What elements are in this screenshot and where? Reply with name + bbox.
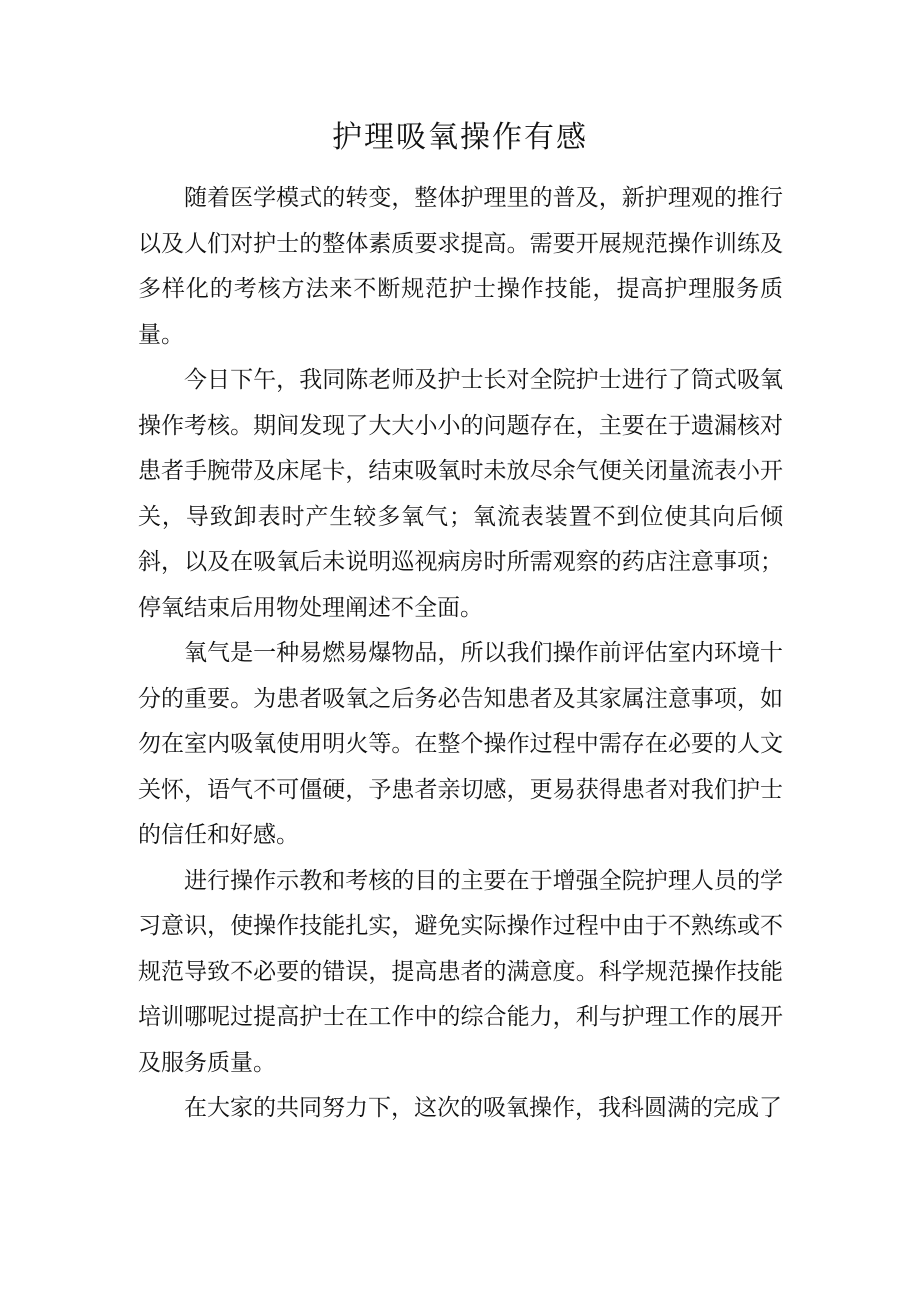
paragraph-1: 随着医学模式的转变，整体护理里的普及，新护理观的推行以及人们对护士的整体素质要求提高。需要开展规范操作训练及多样化的考核方法来不断规范护士操作技能，提高护理服务质量。 bbox=[138, 185, 783, 348]
paragraph-2: 今日下午，我同陈老师及护士长对全院护士进行了筒式吸氧操作考核。期间发现了大大小小的问题存在，主要在于遗漏核对患者手腕带及床尾卡，结束吸氧时未放尽余气便关闭量流表小开关，导致卸表时产生较多氧气；氧流表装置不到位使其向后倾斜，以及在吸氧后未说明巡视病房时所需观察的药店注意事项；停氧结束后用物处理阐述不全面。 bbox=[138, 367, 783, 621]
paragraph-4: 进行操作示教和考核的目的主要在于增强全院护理人员的学习意识，使操作技能扎实，避免实际操作过程中由于不熟练或不规范导致不必要的错误，提高患者的满意度。科学规范操作技能培训哪呢过提高护士在工作中的综合能力，利与护理工作的展开及服务质量。 bbox=[138, 867, 783, 1076]
paragraph-5: 在大家的共同努力下，这次的吸氧操作，我科圆满的完成了 bbox=[184, 1095, 782, 1121]
document-title: 护理吸氧操作有感 bbox=[332, 120, 588, 155]
paragraph-3: 氧气是一种易燃易爆物品，所以我们操作前评估室内环境十分的重要。为患者吸氧之后务必告知患者及其家属注意事项，如勿在室内吸氧使用明火等。在整个操作过程中需存在必要的人文关怀，语气不可僵硬，予患者亲切感，更易获得患者对我们护士的信任和好感。 bbox=[138, 640, 783, 848]
document-body bbox=[138, 176, 783, 1132]
